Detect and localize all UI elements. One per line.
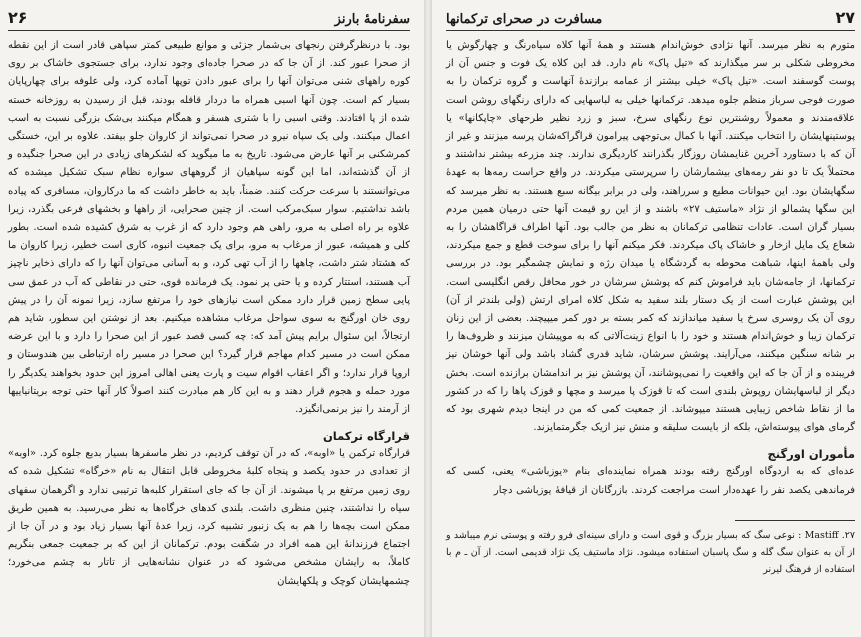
right-page-number: ۲۷ (835, 8, 855, 27)
left-page-number: ۲۶ (8, 8, 28, 27)
right-paragraph-1: متورم به نظر میرسد. آنها نژادی خوش‌اندام هستند و همهٔ آنها کلاه سیاه‌رنگ و چهارگوش یا مخروطی شکلی بر سر میگذارند که «تیل پاک» نام دارد. قد این کلاه یک فوت و جنس آن از پوست گوسفند است. «تیل پاک» خیلی بیشتر از عمامه برازندهٔ آنهاست و گروه ترکمان را به صورت فوجی سرباز منظم جلوه میدهد. ترکمانها خیلی به لباسهایی که دارای رنگهای روشن است علاقه‌مندند و معمولاً روشنترین نوع رنگهای سرخ، سبز و زرد نظیر طرحهای «چاپکانها» یا پوستینهایشان را انتخاب میکنند. آنها با کمال بی‌توجهی پیرامون قراگراکه‌شان پرسه میزنند و غیر از آن که با دستاورد آخرین غنایمشان روزگار بگذرانند کاردیگری ندارند. چند مزرعه بیشتر نداشتند و محتملاً یک تا دو نفر رمه‌های بیشمارشان را سرپرستی میکردند. در واقع حراست رمه‌ها به عهدهٔ سگهایشان بود. این حیوانات مطیع و سرراهند، ولی در برابر بیگانه سبع هستند. به نظر میرسد که این سگها پشمالو از نژاد «ماستیف ۲۷» باشند و از این رو قیمت آنها حتی درمیان همین مردم بسیار گران است. عادات تنظامی ترکمانان به نظر من جالب بود. آنها اطراف قراگاهشان را به شعاع یک مایل ازخار و خاشاک پاک میکردند. فکر میکنم آنها را برای سوخت قطع و جمع میکردند، ولی باهمهٔ اینها، شباهت محوطه به گردشگاه یا میدان رژه و نمایش چشمگیر بود. در بررسی ترکمانها، از جامه‌شان باید فراموش کنم که پوشش سرشان در خور محافل رقص انگلیسی است. این پوشش عبارت است از یک دستار بلند سفید به شکل کلاه امرای ارتش (ولی بلندتر از آن) روی آن یک روسری سرخ یا سفید میاندازند که کمر بسته بر دور کمر میپیچند. بعضی از این زنان ترکمان زیبا و خوش‌اندام هستند و خود را با انواع زینت‌آلاتی که به موپیشان میزنند و ظروف‌ها را بر شانه سنگین میکنند، می‌آرایند. پوشش سرشان، شاید قدری گشاد باشد ولی آنها خوشان نیز فریبنده و از آن جا که این واقعیت را نمی‌پوشانند، آن پوشش نیز بر اندامشان برازنده است. بخش دیگر از لباسهایشان روپوش بلندی است که تا قوزک پا میرسد و مچها و قوزک پاها را که در کشور ما از نقاط شاخص زیبایی هستند میپوشاند. از جمعیت کمی که من در اینجا دیدم شهری بود که گرمای هوای پیوسته‌اش، بلکه از بایست سلیقه و منش نیز ازیک جگرمتمایزند. (446, 40, 855, 434)
right-page-header (446, 8, 855, 31)
left-running-title: سفرنامهٔ بارنز (334, 12, 410, 27)
footnote-divider (735, 520, 855, 521)
right-section-heading: مأموران اورگنج (767, 447, 855, 462)
right-running-title: مسافرت در صحرای ترکمانها (446, 12, 603, 27)
left-paragraph-1: بود. با درنظرگرفتن رنجهای بی‌شمار جزئی و موانع طبیعی کمتر سپاهی قادر است از این نقطه از صحرا عبور کند. از آن جا که در صحرا جاده‌ای وجود ندارد، برای جستجوی خاشاک بر روی کوره راههای شنی می‌توان آنها را برای عبور دادن توپها آماده کرد، ولی علوفه برای چهارپایان بسیار کم است. چون آنها اسبی همراه ما دردار قافله بودند، قبل از رسیدن به روزخانه خسته شده از پا افتادند. وقتی اسبی را با شتری هسفر و همگام میکنند بی‌شک بزرگی نسبت به اسب اعمال میکنند. ولی یک سپاه نیرو در صحرا نمی‌تواند از کاروان جلو بیفتد. علاوه بر این، خستگی کمرشکنی بر آنها عارض می‌شود. تاریخ به ما میگوید که لشکرهای زیادی در این صحرا جنگیده و از آن گذشته‌اند، اما این گونه سپاهیان از گروههای سواره نظام سبک تشکیل میشده که می‌توانستند با سرعت حرکت کنند. ضمناً، باید به خاطر داشت که ما درکاروان، مسافری که پیاده باشد نداشتیم. سوار سبک‌مرکب است. از چنین صحرایی، از راهها و بخشهای فرعی بگذرد، زیرا علاوه بر راه اصلی به مرو، راهی هم وجود دارد که از غرب به شرق کشیده شده است. بطور کلی و همیشه، عبور از مرغاب به مرو، برای یک جمعیت انبوه، کاری است خطیر، زیرا کاروان ما که هشتاد شتر داشت، چاهها را از آب تهی کرد، و به آسانی می‌توان آنها را که دارای ذخایر ناچیز آب هستند، استتار کرده و یا حتی پر نمود. یک فرمانده قوی، حتی در نقاطی که آب در عمق سی پایی سطح زمین قرار دارد ممکن است نیازهای خود را مرتفع سازد، زیرا نمونه آن را در پیش روی خان اورگنج به سوی سواحل مرغاب مشاهده میکنیم. بعد از نوشتن این سطور، شاید هم ارتجالاً، این سئوال برایم پیش آمد که: چه کسی قصد عبور از این صحرا را دارد و با این عرضه ممکن است در مسیر کدام مهاجم قرار گیرد؟ این صحرا در مسیر راه ارتباطی بین هندوستان و اروپا قرار ندارد؛ و اگر اعقاب اقوام سیت و پارت یعنی اهالی امروز این حدود بخواهند یکدیگر را مورد حمله و هجوم قرار دهند و به این کار هم مبادرت کنند اصولاً کار آنها حتی توجه بریتانیاییها از آرمند را نیز برنمی‌انگیزد. (8, 40, 410, 416)
left-section-heading: قرارگاه ترکمان (322, 429, 410, 444)
left-paragraph-2: قرارگاه ترکمن یا «اوبه»، که در آن توقف کردیم، در نظر ماسفرها بسیار بدیع جلوه کرد. «اوبه» از تعدادی در حدود یکصد و پنجاه کلبهٔ مخروطی قابل انتقال به نام «خرگاه» تشکیل شده که روی زمین مرتفع بر پا میشوند. از آن جا که جای استقرار کلبه‌ها ترتیبی ندارد و اگرهمان سفهای سیاه را نداشتند، چنین منظری داشت. بلندی کدهای خرگاه‌ها به نظر می‌رسید. به همین طریق ممکن است بچه‌ها را هم به یک زنبور تشبیه کرد، زیرا عدهٔ آنها بسیار زیاد بود و در آن جا از اجتماع فرزندانهٔ این همه افراد در شگفت بودم. ترکمانان از این که بر جمعیت جمعی بنگریم کاملاً، به رایشان مشخص می‌شود که در عنوان نشانه‌هایی از تاتار به چشم می‌خورد؛ چشمهایشان کوچک و پلکهایشان (8, 448, 410, 587)
right-paragraph-2: عده‌ای که به اردوگاه اورگنج رفته بودند همراه نماینده‌ای بنام «یوزباشی» یعنی، کسی که فرماندهی یکصد نفر را عهده‌دار است مراجعت کردند. بازرگانان از قیافهٔ یوزباشی دچار (446, 466, 855, 496)
footnote: ۲۷. Mastiff : نوعی سگ که بسیار بزرگ و قوی است و دارای سینه‌ای فرو رفته و پوستی نرم میباشد و از آن به عنوان سگ گله و سگ پاسبان استفاده میشود. نژاد ماستیف یک نژاد قدیمی است. از آن ـ م با استفاده از فرهنگ لیرنر (446, 529, 856, 575)
right-page (432, 0, 861, 637)
left-page-header (8, 8, 410, 31)
left-page (0, 0, 424, 637)
book-gutter (424, 0, 432, 637)
